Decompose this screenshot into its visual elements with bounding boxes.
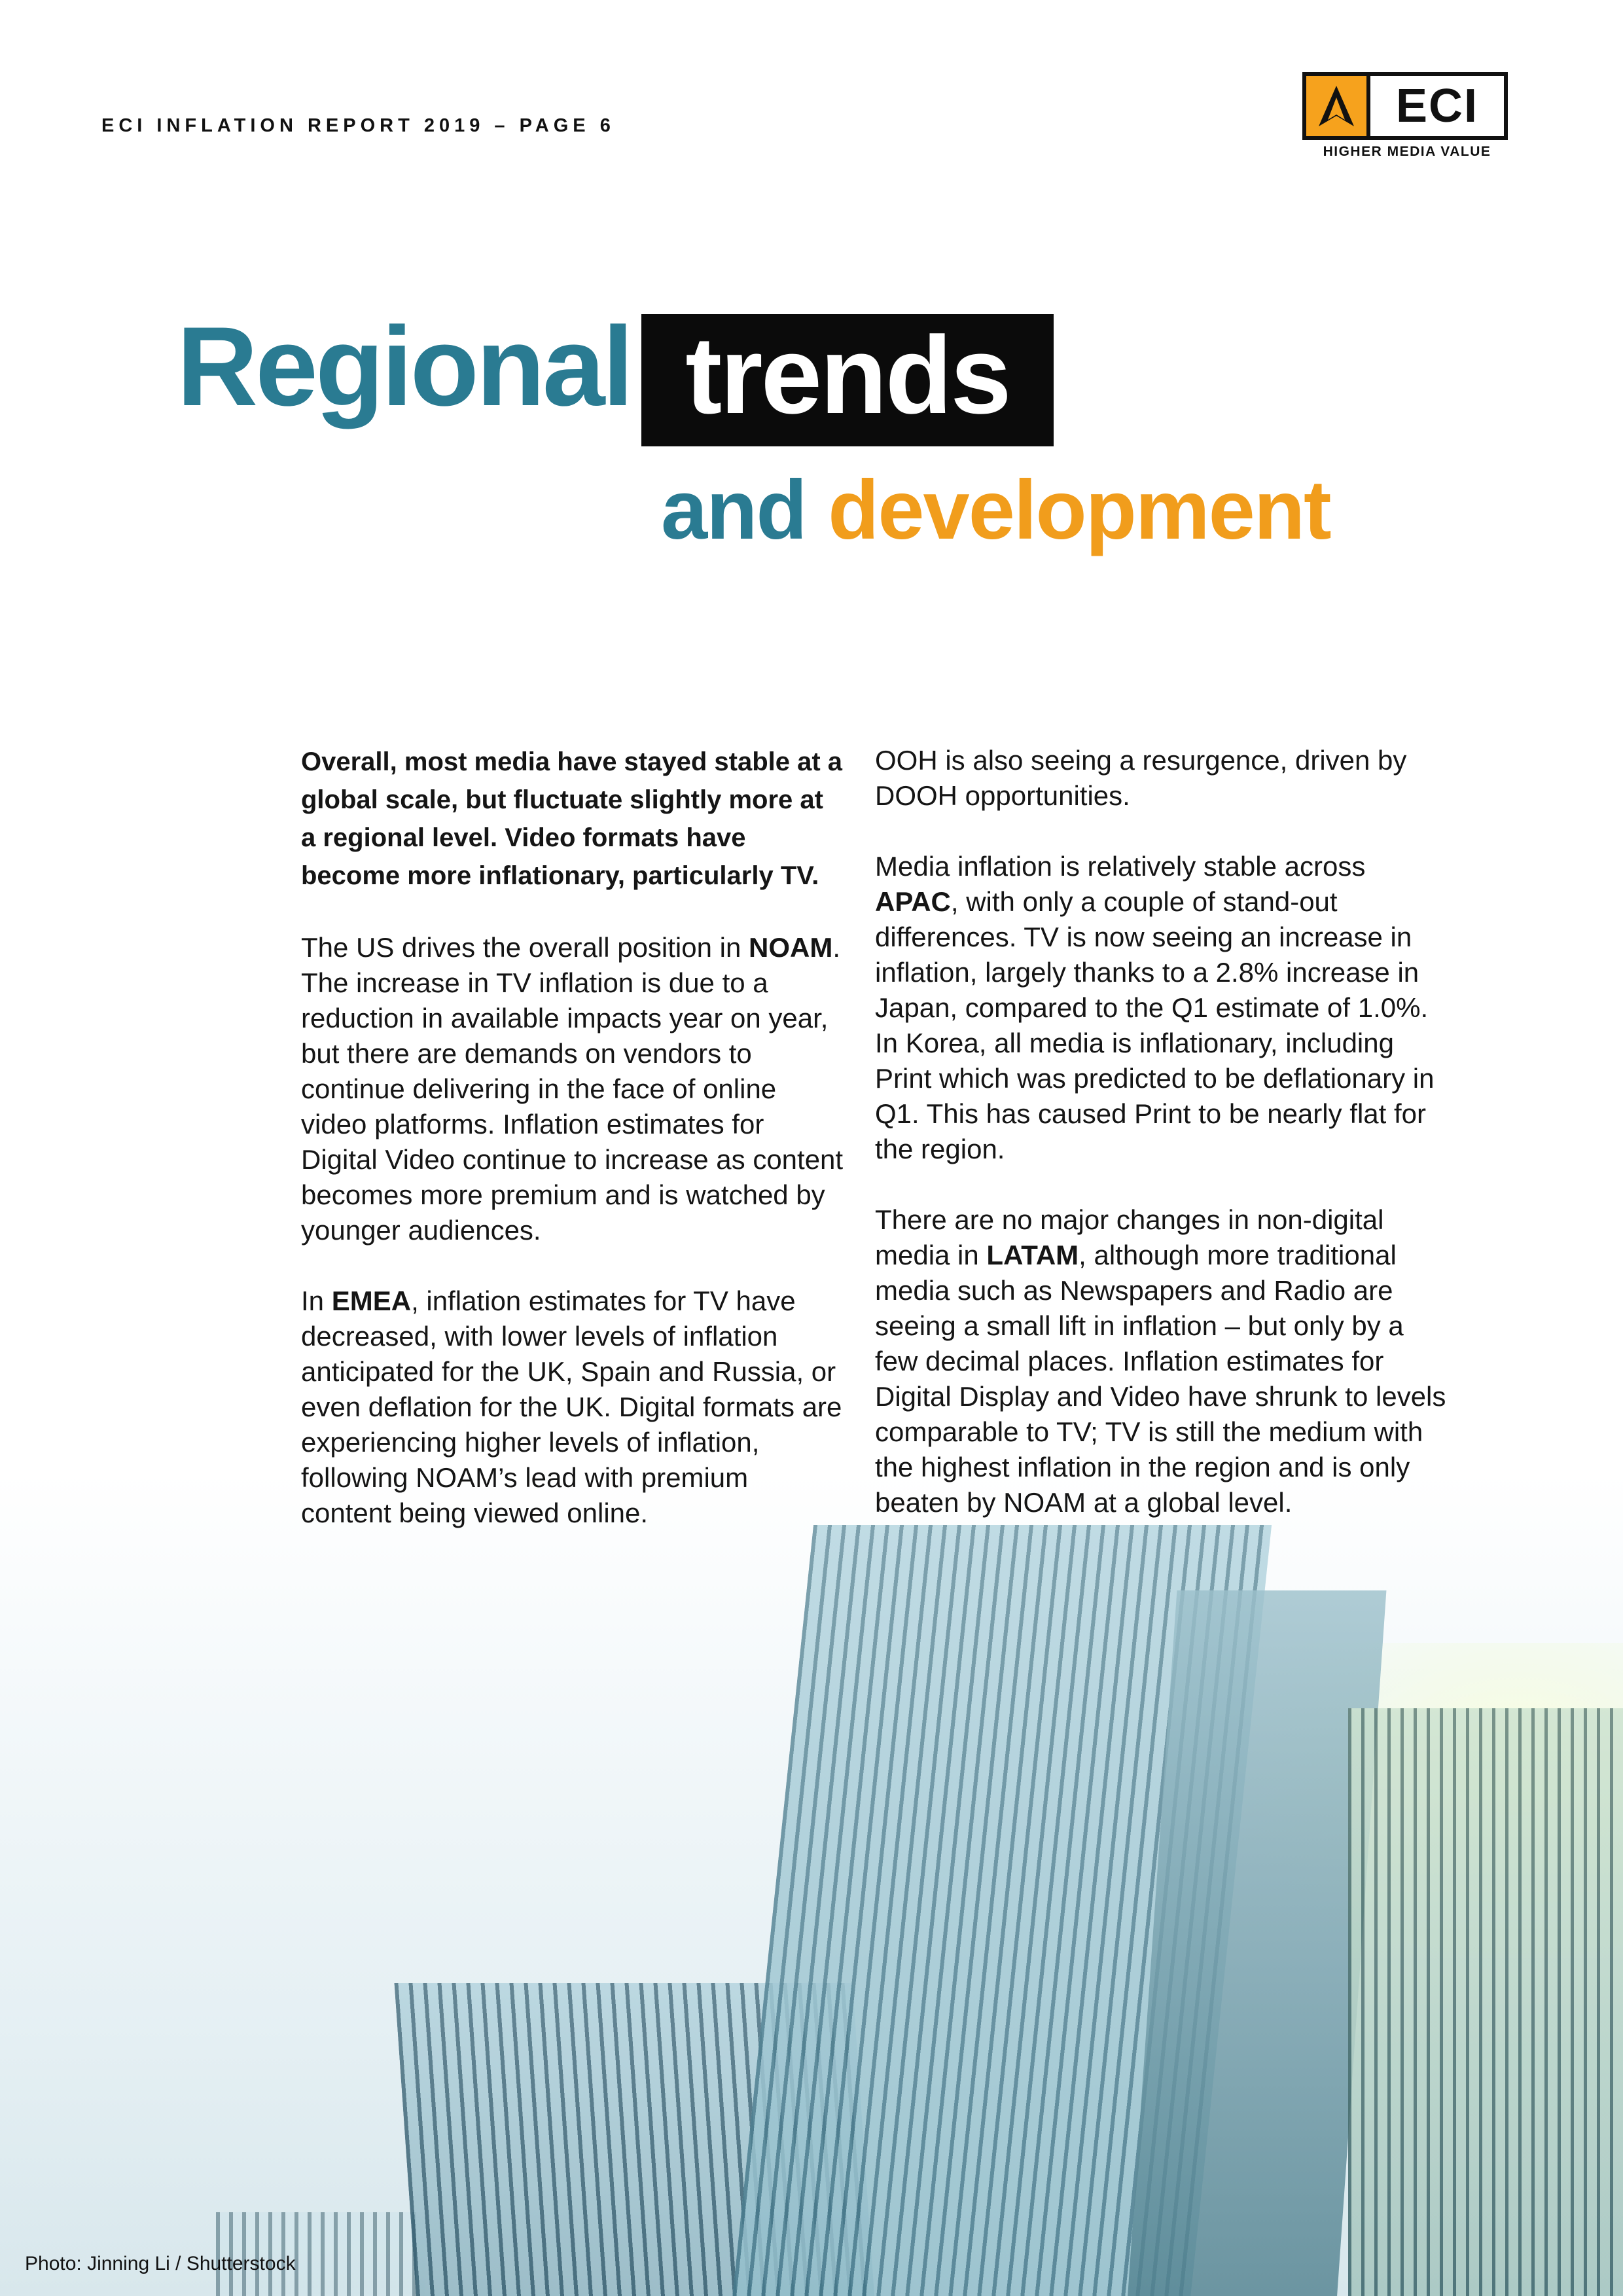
paragraph-latam	[875, 1202, 1451, 1520]
region-apac: APAC	[875, 886, 951, 917]
title-trends-box	[641, 314, 1054, 446]
paragraph-ooh: OOH is also seeing a resurgence, driven by DOOH opportunities.	[875, 745, 1407, 811]
logo-box	[1302, 72, 1508, 140]
noam-text-after: . The increase in TV inflation is due to a reduction in available impacts year on year, but there are demands on vendors to continue delivering in the face of online video platforms. Inflation estimates for Digital Video continue to increase as content becomes more premium and is watched by younger audiences.	[301, 932, 844, 1246]
body-column-right	[875, 743, 1451, 1556]
latam-text-after: , although more traditional media such as Newspapers and Radio are seeing a small lift in inflation – but only by a few decimal places. Inflation estimates for Digital Display and Video have shrunk to levels comparable to TV; TV is still the medium with the highest inflation in the region and is only beaten by NOAM at a global level.	[875, 1240, 1446, 1518]
latam-text-before: There are no major changes in non-digital media in	[875, 1204, 1384, 1270]
title-regional: Regional	[177, 304, 632, 429]
logo-tagline: HIGHER MEDIA VALUE	[1323, 144, 1491, 159]
emea-text-before: In	[301, 1285, 332, 1316]
title-trends: trends	[685, 314, 1010, 437]
emea-text-after: , inflation estimates for TV have decreased, with lower levels of inflation anticipated for the UK, Spain and Russia, or even deflation for the UK. Digital formats are experiencing higher levels of inflation, following NOAM’s lead with premium content being viewed online.	[301, 1285, 842, 1528]
paragraph-apac	[875, 849, 1451, 1167]
noam-text-before: The US drives the overall position in	[301, 932, 749, 963]
region-noam: NOAM	[749, 932, 833, 963]
body-column-left	[301, 743, 844, 1566]
paragraph-noam	[301, 930, 844, 1248]
region-latam: LATAM	[986, 1240, 1079, 1270]
title-development: development	[828, 463, 1330, 557]
title-subline	[661, 458, 1330, 563]
logo-wordmark: ECI	[1395, 80, 1479, 132]
lede-paragraph: Overall, most media have stayed stable at a global scale, but fluctuate slightly more at a regional level. Video formats have become more inflationary, particularly TV.	[301, 747, 843, 890]
city-skyline-photo	[0, 1473, 1623, 2296]
paragraph-emea	[301, 1283, 844, 1531]
running-header: ECI INFLATION REPORT 2019 – PAGE 6	[101, 115, 615, 136]
triangle-arrow-icon	[1306, 76, 1370, 136]
eci-logo	[1302, 72, 1512, 160]
photo-credit: Photo: Jinning Li / Shutterstock	[25, 2253, 296, 2274]
region-emea: EMEA	[331, 1285, 412, 1316]
apac-text-after: , with only a couple of stand-out differences. TV is now seeing an increase in inflation, largely thanks to a 2.8% increase in Japan, compared to the Q1 estimate of 1.0%. In Korea, all media is inflationary, including Print which was predicted to be deflationary in Q1. This has caused Print to be nearly flat for the region.	[875, 886, 1435, 1164]
title-and: and	[661, 463, 806, 557]
building-right	[1348, 1708, 1623, 2296]
apac-text-before: Media inflation is relatively stable across	[875, 851, 1366, 882]
